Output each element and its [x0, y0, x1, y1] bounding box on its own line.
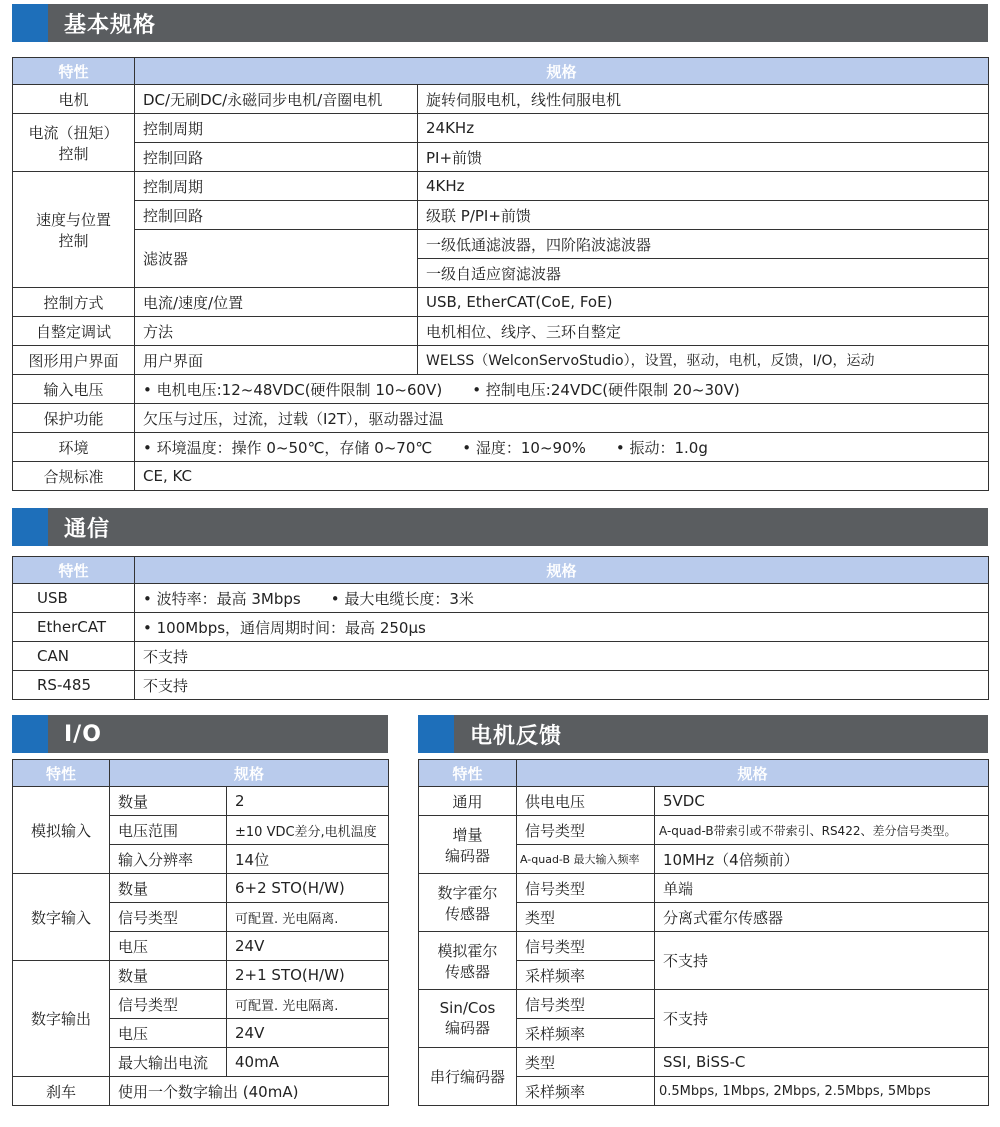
cell: 信号类型	[517, 816, 655, 845]
cell: 数量	[110, 961, 227, 990]
label-line: 控制	[58, 231, 89, 250]
cell: 40mA	[227, 1048, 389, 1077]
row-label	[13, 114, 135, 172]
bullet-item: • 振动：1.0g	[615, 438, 708, 457]
cell: CE, KC	[135, 462, 989, 491]
label-line: 模拟霍尔	[437, 941, 498, 960]
cell: 信号类型	[517, 990, 655, 1019]
label-line: 编码器	[444, 846, 490, 865]
cell: 信号类型	[110, 990, 227, 1019]
row-label: 控制方式	[13, 288, 135, 317]
col-feature: 特性	[13, 557, 135, 584]
bullet-item: • 最大电缆长度：3米	[330, 589, 474, 608]
cell: 信号类型	[517, 932, 655, 961]
cell: 控制周期	[135, 172, 418, 201]
cell: 不支持	[135, 642, 989, 671]
cell: 6+2 STO(H/W)	[227, 874, 389, 903]
cell: 24KHz	[418, 114, 989, 143]
cell: 欠压与过压，过流，过载（I2T），驱动器过温	[135, 404, 989, 433]
cell: 控制回路	[135, 143, 418, 172]
basic-spec-title: 基本规格	[64, 12, 157, 38]
cell: 旋转伺服电机，线性伺服电机	[418, 85, 989, 114]
col-feature: 特性	[13, 58, 135, 85]
cell: 采样频率	[517, 1019, 655, 1048]
row-label: RS-485	[13, 671, 135, 700]
cell: 数量	[110, 874, 227, 903]
cell	[135, 433, 989, 462]
cell: 24V	[227, 1019, 389, 1048]
header-accent	[12, 4, 48, 42]
cell: 滤波器	[135, 230, 418, 288]
basic-spec-header	[12, 4, 988, 42]
row-label: 输入电压	[13, 375, 135, 404]
cell: 不支持	[135, 671, 989, 700]
cell: 电压范围	[110, 816, 227, 845]
row-label: 电机	[13, 85, 135, 114]
row-label: 串行编码器	[419, 1048, 517, 1106]
cell: 24V	[227, 932, 389, 961]
cell: WELSS（WelconServoStudio），设置，驱动，电机，反馈，I/O，运动	[418, 346, 989, 375]
cell: 信号类型	[517, 874, 655, 903]
cell: A-quad-B带索引或不带索引、RS422、差分信号类型。	[655, 816, 989, 845]
comm-title: 通信	[64, 516, 111, 542]
cell: 14位	[227, 845, 389, 874]
cell: 最大输出电流	[110, 1048, 227, 1077]
row-label	[419, 874, 517, 932]
row-label	[419, 990, 517, 1048]
col-spec: 规格	[135, 557, 989, 584]
comm-table	[12, 556, 989, 700]
label-line: 电流（扭矩）	[28, 123, 119, 142]
cell: 可配置. 光电隔离.	[227, 990, 389, 1019]
feedback-title: 电机反馈	[470, 723, 563, 749]
cell: 2+1 STO(H/W)	[227, 961, 389, 990]
header-accent	[12, 715, 48, 753]
row-label: 刹车	[13, 1077, 110, 1106]
cell: 可配置. 光电隔离.	[227, 903, 389, 932]
row-label	[13, 172, 135, 288]
cell: 4KHz	[418, 172, 989, 201]
cell: 供电电压	[517, 787, 655, 816]
cell: USB, EtherCAT(CoE, FoE)	[418, 288, 989, 317]
label-line: 传感器	[444, 962, 490, 981]
col-spec: 规格	[135, 58, 989, 85]
cell: DC/无刷DC/永磁同步电机/音圈电机	[135, 85, 418, 114]
col-feature: 特性	[419, 760, 517, 787]
bullet-item: • 环境温度：操作 0~50℃，存储 0~70℃	[143, 438, 433, 457]
cell: 采样频率	[517, 961, 655, 990]
cell: 电压	[110, 1019, 227, 1048]
cell: 数量	[110, 787, 227, 816]
bullet-item: • 湿度：10~90%	[462, 438, 586, 457]
cell: 一级低通滤波器，四阶陷波滤波器	[418, 230, 989, 259]
cell: 电流/速度/位置	[135, 288, 418, 317]
cell: PI+前馈	[418, 143, 989, 172]
row-label: 自整定调试	[13, 317, 135, 346]
label-line: 数字霍尔	[437, 883, 498, 902]
cell: 使用一个数字输出 (40mA)	[110, 1077, 389, 1106]
col-spec: 规格	[517, 760, 989, 787]
cell: • 100Mbps，通信周期时间：最高 250μs	[135, 613, 989, 642]
cell: 类型	[517, 903, 655, 932]
feedback-header	[418, 715, 988, 753]
row-label: 通用	[419, 787, 517, 816]
row-label: 合规标准	[13, 462, 135, 491]
cell: 输入分辨率	[110, 845, 227, 874]
comm-header	[12, 508, 988, 546]
row-label	[419, 816, 517, 874]
cell: 电压	[110, 932, 227, 961]
basic-spec-table	[12, 57, 989, 491]
cell: 方法	[135, 317, 418, 346]
row-label: EtherCAT	[13, 613, 135, 642]
cell: 10MHz（4倍频前）	[655, 845, 989, 874]
row-label: 数字输出	[13, 961, 110, 1077]
cell	[135, 584, 989, 613]
label-line: 增量	[452, 825, 483, 844]
cell: 级联 P/PI+前馈	[418, 201, 989, 230]
cell: 不支持	[655, 932, 989, 990]
cell: ±10 VDC差分,电机温度	[227, 816, 389, 845]
col-feature: 特性	[13, 760, 110, 787]
label-line: 编码器	[444, 1019, 490, 1037]
cell: 控制回路	[135, 201, 418, 230]
row-label: 模拟输入	[13, 787, 110, 874]
label-line: 速度与位置	[35, 210, 111, 229]
cell: 一级自适应窗滤波器	[418, 259, 989, 288]
feedback-table	[418, 759, 989, 1106]
row-label: 图形用户界面	[13, 346, 135, 375]
col-spec: 规格	[110, 760, 389, 787]
cell: 分离式霍尔传感器	[655, 903, 989, 932]
io-header	[12, 715, 388, 753]
row-label: 保护功能	[13, 404, 135, 433]
label-line: 传感器	[444, 904, 490, 923]
cell: 单端	[655, 874, 989, 903]
cell: 电机相位、线序、三环自整定	[418, 317, 989, 346]
cell: 控制周期	[135, 114, 418, 143]
header-accent	[418, 715, 454, 753]
cell: 用户界面	[135, 346, 418, 375]
cell: 类型	[517, 1048, 655, 1077]
cell: 5VDC	[655, 787, 989, 816]
header-accent	[12, 508, 48, 546]
cell: A-quad-B 最大输入频率	[517, 845, 655, 874]
cell: 信号类型	[110, 903, 227, 932]
row-label: CAN	[13, 642, 135, 671]
label-line: Sin/Cos	[439, 999, 496, 1017]
io-table	[12, 759, 389, 1106]
row-label	[419, 932, 517, 990]
cell: 不支持	[655, 990, 989, 1048]
label-line: 控制	[58, 144, 89, 163]
bullet-item: • 电机电压:12~48VDC(硬件限制 10~60V)	[143, 380, 443, 399]
cell: 0.5Mbps, 1Mbps, 2Mbps, 2.5Mbps, 5Mbps	[655, 1077, 989, 1106]
row-label: USB	[13, 584, 135, 613]
row-label: 数字输入	[13, 874, 110, 961]
cell: SSI, BiSS-C	[655, 1048, 989, 1077]
cell: 采样频率	[517, 1077, 655, 1106]
cell: 2	[227, 787, 389, 816]
row-label: 环境	[13, 433, 135, 462]
bullet-item: • 控制电压:24VDC(硬件限制 20~30V)	[472, 380, 740, 399]
bullet-item: • 波特率：最高 3Mbps	[143, 589, 301, 608]
cell	[135, 375, 989, 404]
io-title: I/O	[64, 721, 102, 747]
